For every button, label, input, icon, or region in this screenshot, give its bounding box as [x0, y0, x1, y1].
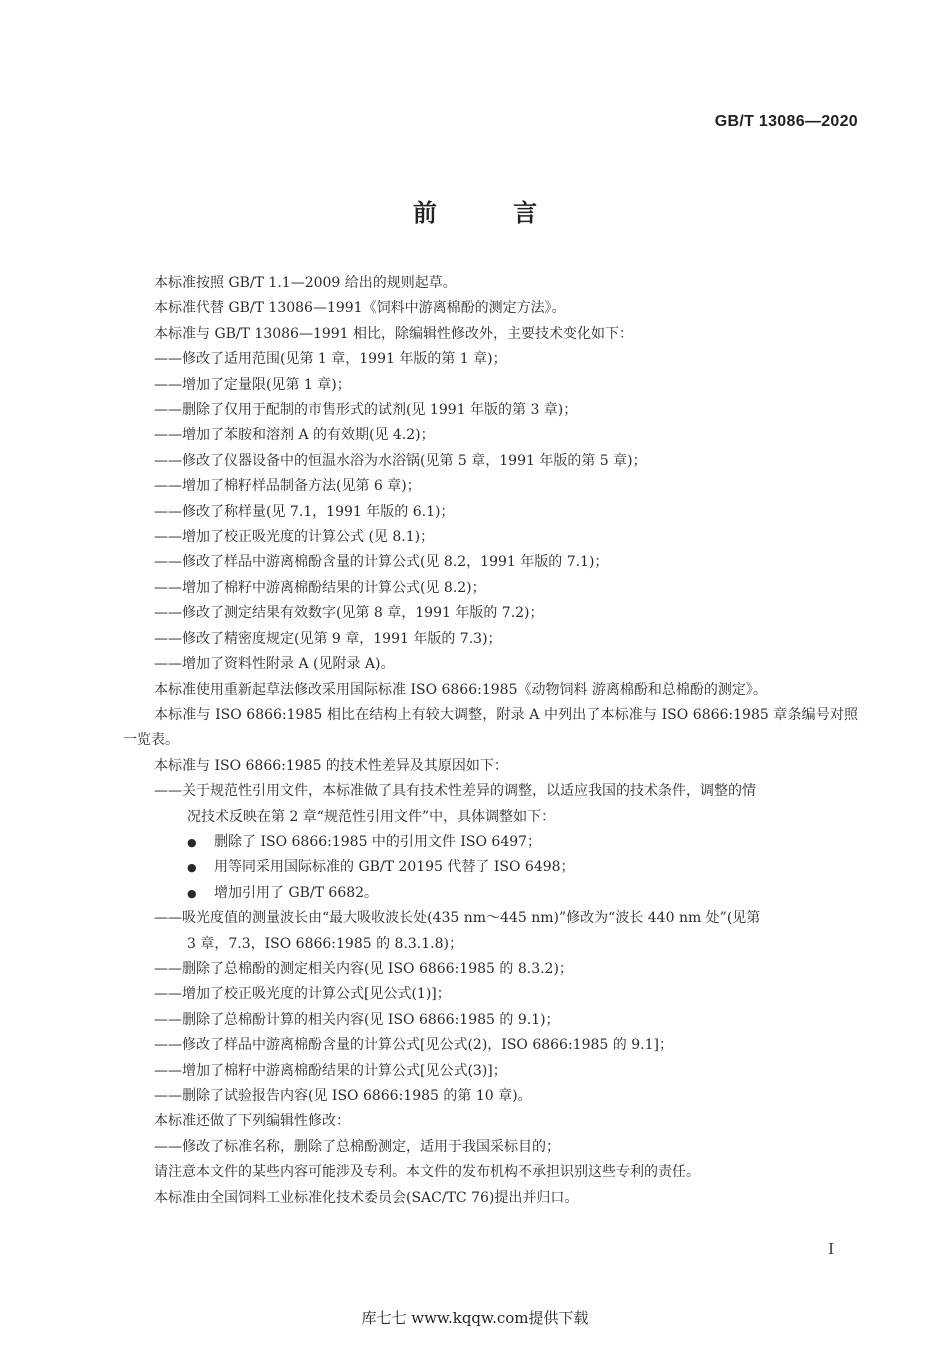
text-line: ——修改了标准名称，删除了总棉酚测定，适用于我国采标目的；: [154, 1138, 560, 1155]
text-line: ——修改了称样量(见 7.1，1991 年版的 6.1)；: [154, 503, 455, 520]
page-title: 前 言: [412, 199, 572, 227]
text-line: ——修改了样品中游离棉酚含量的计算公式[见公式(2)，ISO 6866:1985 的 9.1]；: [154, 1037, 673, 1054]
text-line: ——修改了仪器设备中的恒温水浴为水浴锅(见第 5 章，1991 年版的第 5 章)；: [154, 452, 647, 469]
text-line: 请注意本文件的某些内容可能涉及专利。本文件的发布机构不承担识别这些专利的责任。: [154, 1164, 700, 1181]
text-line: ——删除了总棉酚计算的相关内容(见 ISO 6866:1985 的 9.1)；: [154, 1011, 560, 1028]
text-line: 本标准还做了下列编辑性修改：: [154, 1113, 350, 1130]
text-line: ——增加了棉籽样品制备方法(见第 6 章)；: [154, 478, 421, 495]
bullet-icon: ●: [187, 861, 197, 875]
bullet-text: 增加引用了 GB/T 6682。: [214, 884, 379, 901]
text-line: ——增加了资料性附录 A (见附录 A)。: [154, 656, 395, 673]
text-line: ——增加了校正吸光度的计算公式[见公式(1)]；: [154, 986, 451, 1003]
text-line: 本标准与 ISO 6866:1985 相比在结构上有较大调整，附录 A 中列出了本标准与 ISO 6866:1985 章条编号对照一览表。: [123, 706, 858, 749]
text-line: 本标准与 GB/T 13086—1991 相比，除编辑性修改外，主要技术变化如下：: [154, 325, 634, 342]
text-line: 本标准使用重新起草法修改采用国际标准 ISO 6866:1985《动物饲料 游离棉酚和总棉酚的测定》。: [154, 681, 767, 698]
page-number: I: [828, 1240, 834, 1258]
text-line: ——关于规范性引用文件，本标准做了具有技术性差异的调整，以适应我国的技术条件，调整的情: [154, 783, 756, 800]
text-line: 况技术反映在第 2 章“规范性引用文件”中，具体调整如下：: [187, 808, 556, 825]
bullet-text: 用等同采用国际标准的 GB/T 20195 代替了 ISO 6498；: [214, 859, 575, 876]
text-line: ——吸光度值的测量波长由“最大吸收波长处(435 nm～445 nm)”修改为“波长 440 nm 处”(见第: [154, 910, 761, 927]
text-line: ——修改了精密度规定(见第 9 章，1991 年版的 7.3)；: [154, 630, 502, 647]
text-line: ——增加了苯胺和溶剂 A 的有效期(见 4.2)；: [154, 427, 435, 444]
text-line: 3 章，7.3，ISO 6866:1985 的 8.3.1.8)；: [187, 935, 463, 952]
bullet-text: 删除了 ISO 6866:1985 中的引用文件 ISO 6497；: [214, 833, 542, 850]
text-line: ——修改了样品中游离棉酚含量的计算公式(见 8.2，1991 年版的 7.1)；: [154, 554, 609, 571]
bullet-icon: ●: [187, 835, 197, 849]
body-text: [123, 271, 858, 1211]
text-line: ——增加了校正吸光度的计算公式 (见 8.1)；: [154, 529, 435, 546]
text-line: ——增加了棉籽中游离棉酚结果的计算公式[见公式(3)]；: [154, 1062, 507, 1079]
text-line: ——删除了试验报告内容(见 ISO 6866:1985 的第 10 章)。: [154, 1088, 532, 1104]
text-line: 本标准代替 GB/T 13086—1991《饲料中游离棉酚的测定方法》。: [154, 300, 566, 317]
bullet-icon: ●: [187, 886, 197, 900]
text-line: 本标准按照 GB/T 1.1—2009 给出的规则起草。: [154, 275, 457, 291]
text-line: ——删除了仅用于配制的市售形式的试剂(见 1991 年版的第 3 章)；: [154, 402, 578, 419]
text-line: ——修改了测定结果有效数字(见第 8 章，1991 年版的 7.2)；: [154, 605, 544, 622]
text-line: 本标准与 ISO 6866:1985 的技术性差异及其原因如下：: [154, 757, 508, 774]
text-line: ——删除了总棉酚的测定相关内容(见 ISO 6866:1985 的 8.3.2)；: [154, 960, 573, 977]
bullet-item: [123, 881, 858, 906]
text-line: 本标准由全国饲料工业标准化技术委员会(SAC/TC 76)提出并归口。: [154, 1189, 579, 1206]
footer-watermark: 库七七 www.kqqw.com提供下载: [361, 1309, 589, 1327]
text-line: ——增加了定量限(见第 1 章)；: [154, 376, 351, 393]
text-line: ——修改了适用范围(见第 1 章，1991 年版的第 1 章)；: [154, 351, 507, 368]
bullet-item: [123, 830, 858, 855]
bullet-item: [123, 855, 858, 880]
text-line: ——增加了棉籽中游离棉酚结果的计算公式(见 8.2)；: [154, 579, 486, 596]
standard-number: GB/T 13086—2020: [714, 113, 858, 130]
